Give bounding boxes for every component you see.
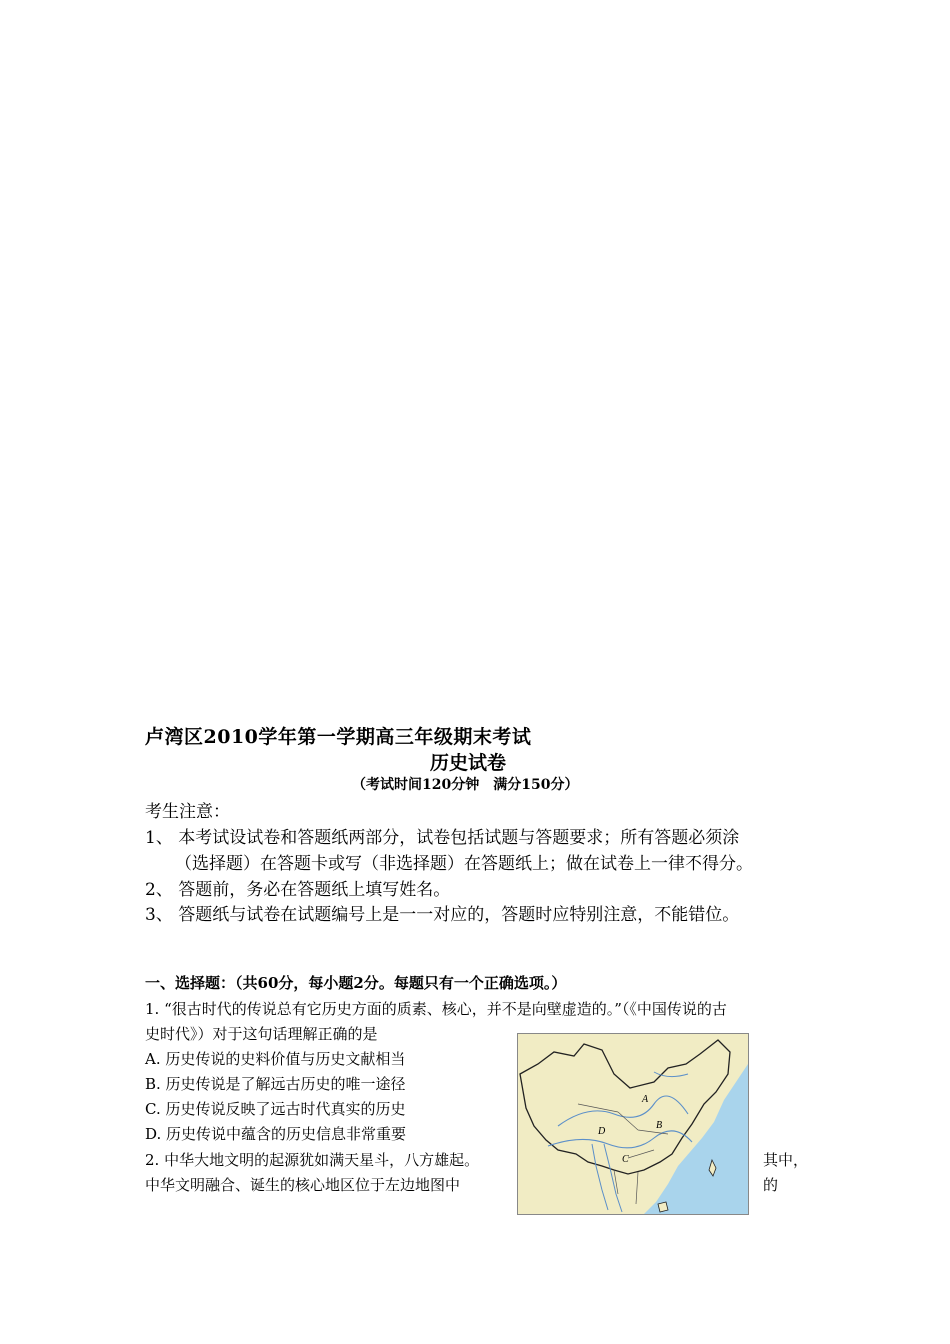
map-label-a: A <box>642 1094 649 1105</box>
exam-info: （考试时间120分钟 满分150分） <box>352 777 579 793</box>
notice-item-2: 2、 答题前，务必在答题纸上填写姓名。 <box>145 880 451 900</box>
question-1-line-2: 史时代》）对于这句话理解正确的是 <box>145 1025 378 1043</box>
map-label-b: B <box>656 1120 663 1131</box>
exam-subtitle: 历史试卷 <box>430 752 507 774</box>
map-label-c: C <box>622 1154 629 1165</box>
notice-heading: 考生注意： <box>145 802 230 822</box>
section-heading: 一、选择题：（共60分，每小题2分。每题只有一个正确选项。） <box>145 974 567 992</box>
question-2-line-2-tail: 的 <box>763 1176 779 1194</box>
question-1-option-a: A. 历史传说的史料价值与历史文献相当 <box>145 1050 406 1068</box>
china-map-svg <box>518 1034 748 1214</box>
question-2-line-2: 中华文明融合、诞生的核心地区位于左边地图中 <box>145 1176 461 1194</box>
china-map <box>517 1033 749 1215</box>
question-1-line-1: 1. “很古时代的传说总有它历史方面的质素、核心，并不是向壁虚造的。”（《中国传说的古 <box>145 1000 727 1018</box>
notice-item-3: 3、 答题纸与试卷在试题编号上是一一对应的，答题时应特别注意，不能错位。 <box>145 905 740 925</box>
map-label-d: D <box>598 1126 606 1137</box>
notice-item-1-line-1: 1、 本考试设试卷和答题纸两部分，试卷包括试题与答题要求；所有答题必须涂 <box>145 828 740 848</box>
exam-title: 卢湾区2010学年第一学期高三年级期末考试 <box>145 726 532 748</box>
question-2-line-1-tail: 其中， <box>763 1151 809 1169</box>
question-1-option-d: D. 历史传说中蕴含的历史信息非常重要 <box>145 1125 407 1143</box>
question-1-option-c: C. 历史传说反映了远古时代真实的历史 <box>145 1100 406 1118</box>
question-1-option-b: B. 历史传说是了解远古历史的唯一途径 <box>145 1075 406 1093</box>
notice-item-1-line-2: （选择题）在答题卡或写（非选择题）在答题纸上；做在试卷上一律不得分。 <box>175 854 753 874</box>
question-2-line-1: 2. 中华大地文明的起源犹如满天星斗，八方雄起。 <box>145 1151 480 1169</box>
hainan-island <box>658 1202 668 1212</box>
